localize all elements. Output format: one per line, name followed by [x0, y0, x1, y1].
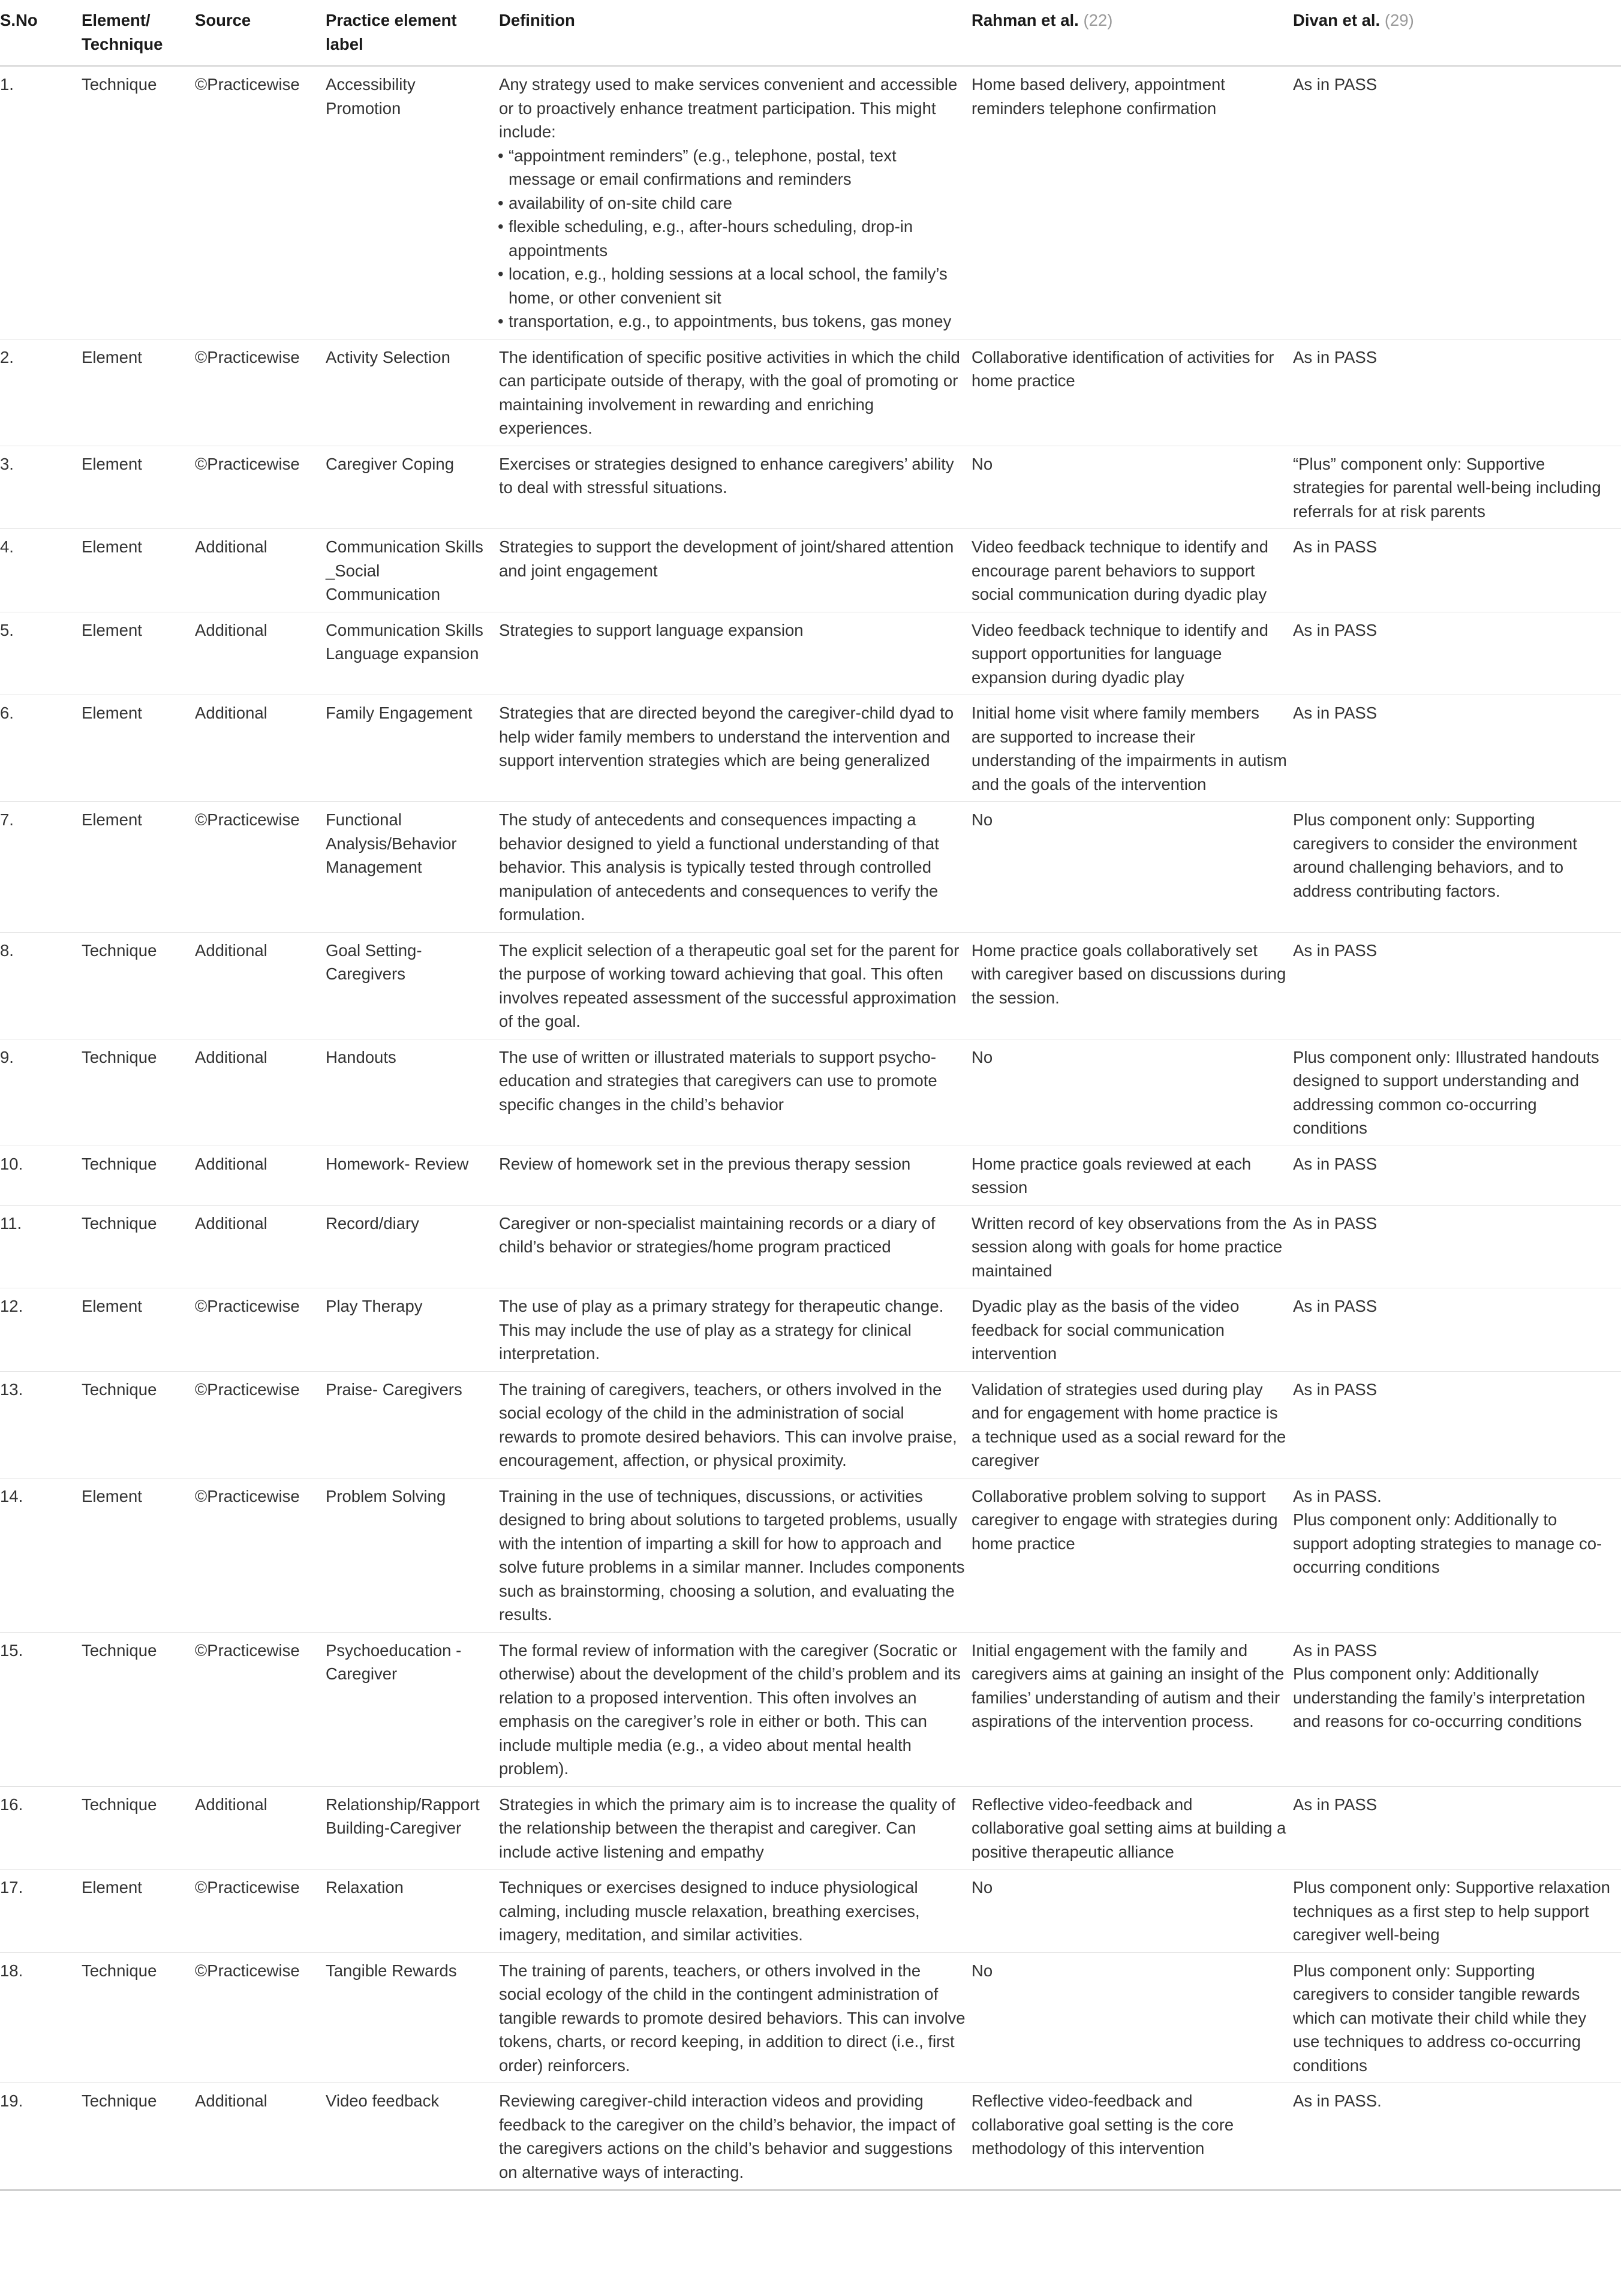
header-rahman: [972, 0, 1293, 66]
table-row: [0, 529, 1621, 612]
table-row: [0, 1786, 1621, 1870]
cell-divan: [1293, 339, 1621, 446]
header-rahman-cite[interactable]: (22): [1083, 11, 1113, 29]
cell-source: Additional: [195, 529, 326, 612]
table-row: [0, 802, 1621, 933]
cell-divan: [1293, 2083, 1621, 2190]
cell-divan: [1293, 1039, 1621, 1146]
cell-source: Additional: [195, 1786, 326, 1870]
divan-text: Plus component only: Supportive relaxation techniques as a first step to help support caregiver well-being: [1293, 1878, 1610, 1944]
cell-rahman: No: [972, 1952, 1293, 2083]
table-row: [0, 932, 1621, 1039]
cell-label: Relaxation: [326, 1870, 499, 1953]
cell-definition: [499, 1146, 972, 1205]
cell-element-technique: Element: [82, 802, 195, 933]
cell-label: Communication Skills _Social Communication: [326, 529, 499, 612]
divan-text: As in PASS: [1293, 537, 1378, 556]
definition-bullet: • location, e.g., holding sessions at a local school, the family’s home, or other convenient sit: [499, 262, 966, 309]
cell-definition: [499, 612, 972, 695]
cell-source: ©Practicewise: [195, 339, 326, 446]
cell-label: Record/diary: [326, 1205, 499, 1288]
cell-sno: 16.: [0, 1786, 82, 1870]
cell-source: ©Practicewise: [195, 1478, 326, 1632]
cell-source: Additional: [195, 1146, 326, 1205]
cell-divan: [1293, 612, 1621, 695]
table-row: [0, 1478, 1621, 1632]
cell-rahman: Home practice goals collaboratively set with caregiver based on discussions during the session.: [972, 932, 1293, 1039]
cell-sno: 5.: [0, 612, 82, 695]
cell-rahman: Video feedback technique to identify and support opportunities for language expansion during dyadic play: [972, 612, 1293, 695]
cell-label: Goal Setting-Caregivers: [326, 932, 499, 1039]
cell-source: ©Practicewise: [195, 1952, 326, 2083]
cell-element-technique: Element: [82, 612, 195, 695]
cell-divan: [1293, 446, 1621, 529]
cell-source: ©Practicewise: [195, 1632, 326, 1786]
cell-rahman: Reflective video-feedback and collaborative goal setting aims at building a positive therapeutic alliance: [972, 1786, 1293, 1870]
cell-source: ©Practicewise: [195, 1288, 326, 1372]
cell-label: Handouts: [326, 1039, 499, 1146]
cell-label: Homework- Review: [326, 1146, 499, 1205]
cell-label: Communication Skills Language expansion: [326, 612, 499, 695]
table-row: [0, 1632, 1621, 1786]
definition-text: The study of antecedents and consequences impacting a behavior designed to yield a functional understanding of that behavior. This analysis is typically tested through controlled manipulation of antecedents and consequences to verify the formulation.: [499, 810, 939, 924]
cell-source: ©Practicewise: [195, 446, 326, 529]
cell-rahman: No: [972, 1039, 1293, 1146]
divan-text: As in PASS: [1293, 1380, 1378, 1399]
table-body: [0, 66, 1621, 2190]
cell-source: ©Practicewise: [195, 1371, 326, 1478]
cell-rahman: Collaborative identification of activities for home practice: [972, 339, 1293, 446]
definition-bullet: • flexible scheduling, e.g., after-hours scheduling, drop-in appointments: [499, 215, 966, 262]
cell-source: Additional: [195, 932, 326, 1039]
divan-text: Plus component only: Supporting caregivers to consider the environment around challenging behaviors, and to address contributing factors.: [1293, 810, 1577, 900]
cell-divan: [1293, 1205, 1621, 1288]
divan-text: As in PASS.: [1293, 2091, 1382, 2110]
cell-rahman: Written record of key observations from the session along with goals for home practice maintained: [972, 1205, 1293, 1288]
cell-element-technique: Element: [82, 1870, 195, 1953]
divan-text: As in PASS: [1293, 1213, 1378, 1233]
cell-divan: [1293, 932, 1621, 1039]
table-row: [0, 1205, 1621, 1288]
cell-rahman: No: [972, 802, 1293, 933]
cell-element-technique: Technique: [82, 1205, 195, 1288]
cell-definition: [499, 695, 972, 802]
cell-sno: 8.: [0, 932, 82, 1039]
definition-text: Strategies to support language expansion: [499, 620, 804, 639]
definition-text: The training of caregivers, teachers, or others involved in the social ecology of the child in the administration of social rewards to promote desired behaviors. This can involve praise, encouragement, affection, or physical proximity.: [499, 1380, 957, 1469]
cell-element-technique: Technique: [82, 1146, 195, 1205]
cell-rahman: Video feedback technique to identify and encourage parent behaviors to support social communication during dyadic play: [972, 529, 1293, 612]
cell-label: Play Therapy: [326, 1288, 499, 1372]
header-divan-text: Divan et al.: [1293, 11, 1381, 29]
table-header-row: [0, 0, 1621, 66]
cell-divan: [1293, 1870, 1621, 1953]
definition-text: Techniques or exercises designed to induce physiological calming, including muscle relaxation, breathing exercises, imagery, meditation, and similar activities.: [499, 1878, 920, 1944]
cell-definition: [499, 1039, 972, 1146]
cell-definition: [499, 1288, 972, 1372]
table-row: [0, 695, 1621, 802]
header-rahman-text: Rahman et al.: [972, 11, 1079, 29]
header-divan: [1293, 0, 1621, 66]
definition-text: Any strategy used to make services convenient and accessible or to proactively enhance treatment participation. This might include:: [499, 75, 958, 141]
cell-definition: [499, 66, 972, 339]
header-definition: Definition: [499, 0, 972, 66]
cell-definition: [499, 1205, 972, 1288]
divan-text-extra: Plus component only: Additionally to support adopting strategies to manage co-occurring conditions: [1293, 1510, 1602, 1576]
header-element: Element/ Technique: [82, 0, 195, 66]
cell-sno: 9.: [0, 1039, 82, 1146]
cell-rahman: No: [972, 446, 1293, 529]
cell-rahman: Initial home visit where family members are supported to increase their understanding of the impairments in autism and the goals of the intervention: [972, 695, 1293, 802]
cell-sno: 1.: [0, 66, 82, 339]
divan-text: As in PASS.: [1293, 1486, 1382, 1505]
cell-element-technique: Element: [82, 1478, 195, 1632]
cell-definition: [499, 2083, 972, 2190]
cell-element-technique: Element: [82, 529, 195, 612]
definition-text: Exercises or strategies designed to enhance caregivers’ ability to deal with stressful situations.: [499, 454, 954, 497]
cell-rahman: Initial engagement with the family and caregivers aims at gaining an insight of the families’ understanding of autism and their aspirations of the intervention process.: [972, 1632, 1293, 1786]
cell-definition: [499, 446, 972, 529]
definition-text: Review of homework set in the previous therapy session: [499, 1154, 911, 1173]
header-divan-cite[interactable]: (29): [1384, 11, 1414, 29]
divan-text: As in PASS: [1293, 1795, 1378, 1814]
cell-definition: [499, 802, 972, 933]
cell-sno: 18.: [0, 1952, 82, 2083]
cell-sno: 17.: [0, 1870, 82, 1953]
definition-text: The use of play as a primary strategy for therapeutic change. This may include the use of play as a strategy for clinical interpretation.: [499, 1297, 944, 1363]
cell-rahman: Home practice goals reviewed at each session: [972, 1146, 1293, 1205]
cell-sno: 19.: [0, 2083, 82, 2190]
cell-source: Additional: [195, 1039, 326, 1146]
divan-text: Plus component only: Illustrated handouts designed to support understanding and addressing common co-occurring conditions: [1293, 1047, 1599, 1137]
cell-divan: [1293, 695, 1621, 802]
cell-element-technique: Technique: [82, 1952, 195, 2083]
cell-element-technique: Element: [82, 695, 195, 802]
cell-source: ©Practicewise: [195, 1870, 326, 1953]
divan-text: As in PASS: [1293, 1154, 1378, 1173]
table-row: [0, 2083, 1621, 2190]
divan-text: As in PASS: [1293, 75, 1378, 94]
cell-source: ©Practicewise: [195, 66, 326, 339]
cell-divan: [1293, 529, 1621, 612]
definition-text: The formal review of information with the caregiver (Socratic or otherwise) about the development of the child’s problem and its relation to a proposed intervention. This often involves an emphasis on the caregiver’s role in either or both. This can include multiple media (e.g., a video about mental health problem).: [499, 1640, 961, 1778]
cell-sno: 12.: [0, 1288, 82, 1372]
cell-element-technique: Technique: [82, 2083, 195, 2190]
table-row: [0, 1952, 1621, 2083]
definition-text: Training in the use of techniques, discussions, or activities designed to bring about solutions to targeted problems, usually with the intention of imparting a skill for how to approach and solve future problems in a similar manner. Includes components such as brainstorming, choosing a solution, and evaluating the results.: [499, 1486, 965, 1624]
cell-definition: [499, 932, 972, 1039]
definition-text: Strategies in which the primary aim is to increase the quality of the relationship between the therapist and caregiver. Can include active listening and empathy: [499, 1795, 956, 1861]
cell-label: Caregiver Coping: [326, 446, 499, 529]
divan-text: “Plus” component only: Supportive strategies for parental well-being including referrals for at risk parents: [1293, 454, 1601, 521]
cell-divan: [1293, 1371, 1621, 1478]
divan-text: As in PASS: [1293, 347, 1378, 366]
definition-text: The training of parents, teachers, or others involved in the social ecology of the child in the contingent administration of tangible rewards to promote desired behaviors. This can involve tokens, charts, or record keeping, in addition to direct (i.e., first order) reinforcers.: [499, 1961, 966, 2075]
table-row: [0, 1146, 1621, 1205]
cell-definition: [499, 529, 972, 612]
cell-rahman: Dyadic play as the basis of the video feedback for social communication intervention: [972, 1288, 1293, 1372]
table-row: [0, 612, 1621, 695]
cell-divan: [1293, 1478, 1621, 1632]
cell-element-technique: Element: [82, 446, 195, 529]
cell-rahman: Validation of strategies used during play and for engagement with home practice is a technique used as a social reward for the caregiver: [972, 1371, 1293, 1478]
cell-divan: [1293, 1632, 1621, 1786]
definition-text: Caregiver or non-specialist maintaining records or a diary of child’s behavior or strategies/home program practiced: [499, 1213, 936, 1256]
table-row: [0, 1870, 1621, 1953]
cell-rahman: Collaborative problem solving to support caregiver to engage with strategies during home practice: [972, 1478, 1293, 1632]
cell-definition: [499, 1632, 972, 1786]
cell-rahman: No: [972, 1870, 1293, 1953]
header-sno: S.No: [0, 0, 82, 66]
cell-sno: 11.: [0, 1205, 82, 1288]
cell-definition: [499, 1952, 972, 2083]
cell-element-technique: Technique: [82, 1371, 195, 1478]
cell-source: Additional: [195, 612, 326, 695]
cell-element-technique: Technique: [82, 932, 195, 1039]
cell-label: Problem Solving: [326, 1478, 499, 1632]
cell-sno: 3.: [0, 446, 82, 529]
cell-definition: [499, 1371, 972, 1478]
cell-element-technique: Technique: [82, 66, 195, 339]
cell-label: Activity Selection: [326, 339, 499, 446]
cell-label: Relationship/Rapport Building-Caregiver: [326, 1786, 499, 1870]
cell-label: Functional Analysis/Behavior Management: [326, 802, 499, 933]
cell-rahman: Reflective video-feedback and collaborative goal setting is the core methodology of this intervention: [972, 2083, 1293, 2190]
cell-source: Additional: [195, 2083, 326, 2190]
cell-label: Accessibility Promotion: [326, 66, 499, 339]
cell-sno: 6.: [0, 695, 82, 802]
cell-definition: [499, 339, 972, 446]
cell-element-technique: Technique: [82, 1786, 195, 1870]
cell-sno: 7.: [0, 802, 82, 933]
cell-rahman: Home based delivery, appointment reminders telephone confirmation: [972, 66, 1293, 339]
definition-bullet: • transportation, e.g., to appointments, bus tokens, gas money: [499, 309, 966, 333]
cell-sno: 14.: [0, 1478, 82, 1632]
cell-divan: [1293, 802, 1621, 933]
cell-sno: 10.: [0, 1146, 82, 1205]
cell-definition: [499, 1870, 972, 1953]
table-row: [0, 339, 1621, 446]
cell-sno: 15.: [0, 1632, 82, 1786]
table-row: [0, 1288, 1621, 1372]
cell-sno: 4.: [0, 529, 82, 612]
table-row: [0, 1371, 1621, 1478]
divan-text: As in PASS: [1293, 940, 1378, 960]
cell-element-technique: Element: [82, 1288, 195, 1372]
cell-sno: 2.: [0, 339, 82, 446]
cell-definition: [499, 1786, 972, 1870]
cell-label: Tangible Rewards: [326, 1952, 499, 2083]
cell-divan: [1293, 1952, 1621, 2083]
definition-text: The use of written or illustrated materials to support psycho-education and strategies that caregivers can use to promote specific changes in the child’s behavior: [499, 1047, 937, 1114]
cell-element-technique: Technique: [82, 1632, 195, 1786]
header-label: Practice element label: [326, 0, 499, 66]
definition-text: Strategies that are directed beyond the caregiver-child dyad to help wider family members to understand the intervention and support intervention strategies which are being generalized: [499, 704, 954, 770]
divan-text: Plus component only: Supporting caregivers to consider tangible rewards which can motivate their child while they use techniques to address co-occurring conditions: [1293, 1961, 1587, 2075]
definition-text: The identification of specific positive activities in which the child can participate outside of therapy, with the goal of promoting or maintaining involvement in rewarding and enriching experiences.: [499, 347, 960, 437]
cell-definition: [499, 1478, 972, 1632]
divan-text-extra: Plus component only: Additionally understanding the family’s interpretation: [1293, 1664, 1586, 1707]
cell-divan: [1293, 1786, 1621, 1870]
cell-source: Additional: [195, 695, 326, 802]
divan-text: As in PASS: [1293, 704, 1378, 722]
definition-text: Strategies to support the development of joint/shared attention and joint engagement: [499, 537, 954, 580]
definition-text: The explicit selection of a therapeutic goal set for the parent for the purpose of working toward achieving that goal. This often involves repeated assessment of the successful approximation of the goal.: [499, 940, 960, 1030]
definition-bullet: • availability of on-site child care: [499, 191, 966, 215]
cell-source: ©Practicewise: [195, 802, 326, 933]
cell-label: Psychoeducation - Caregiver: [326, 1632, 499, 1786]
cell-sno: 13.: [0, 1371, 82, 1478]
cell-divan: [1293, 1288, 1621, 1372]
divan-text: As in PASS: [1293, 1640, 1378, 1660]
table-row: [0, 446, 1621, 529]
cell-divan: [1293, 1146, 1621, 1205]
divan-text: As in PASS: [1293, 620, 1378, 639]
definition-text: Reviewing caregiver-child interaction videos and providing feedback to the caregiver on the child’s behavior, the impact of the caregivers actions on the child’s behavior and suggestions on alternative ways of interacting.: [499, 2091, 955, 2181]
cell-element-technique: Element: [82, 339, 195, 446]
header-source: Source: [195, 0, 326, 66]
cell-source: Additional: [195, 1205, 326, 1288]
cell-divan: [1293, 66, 1621, 339]
definition-bullet: • “appointment reminders” (e.g., telephone, postal, text message or email confirmations and reminders: [499, 144, 966, 191]
cell-element-technique: Technique: [82, 1039, 195, 1146]
table-row: [0, 66, 1621, 339]
cell-label: Family Engagement: [326, 695, 499, 802]
divan-text: As in PASS: [1293, 1297, 1378, 1315]
divan-text-extra: and reasons for co-occurring conditions: [1293, 1712, 1582, 1730]
table-row: [0, 1039, 1621, 1146]
cell-label: Video feedback: [326, 2083, 499, 2190]
cell-label: Praise- Caregivers: [326, 1371, 499, 1478]
